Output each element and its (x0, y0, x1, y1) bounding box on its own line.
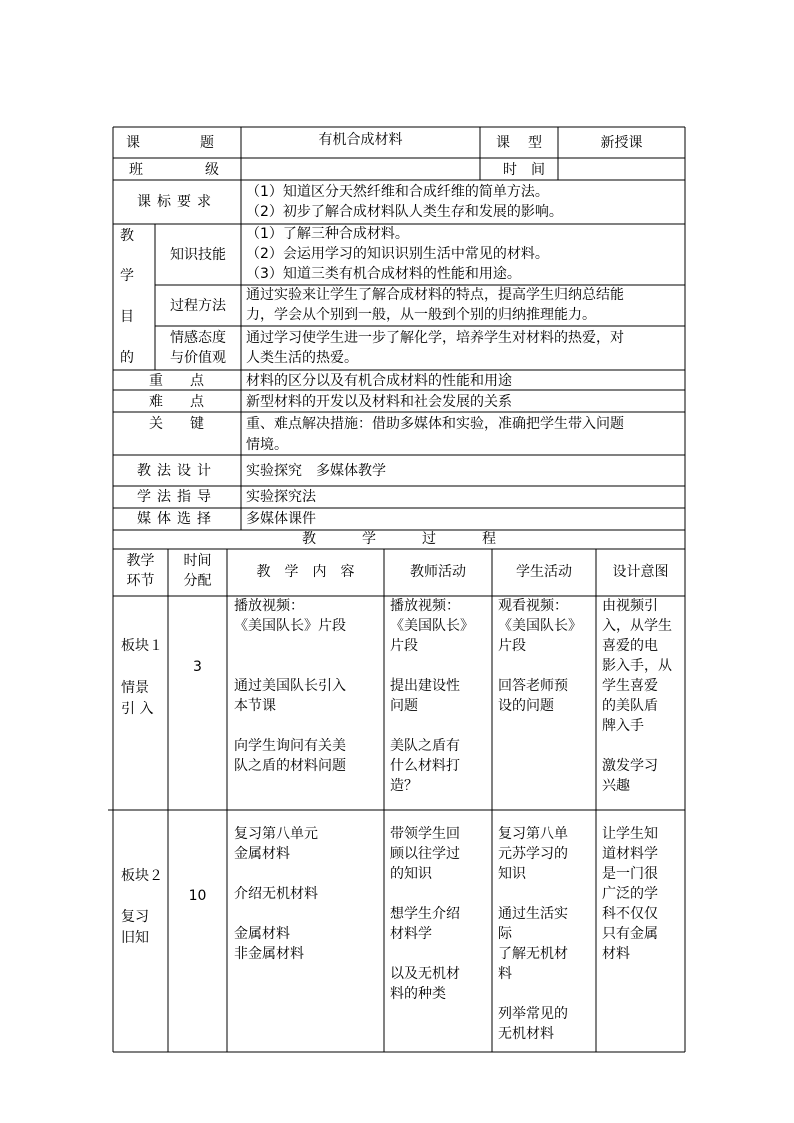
row1-student-line: 回答老师预 (498, 678, 568, 694)
key-line-1: 重、难点解决措施：借助多媒体和实验，准确把学生带入问题 (246, 416, 624, 432)
row1-intent-line: 影入手，从 (602, 658, 672, 674)
standards-label: 课标要求 (137, 194, 217, 210)
key-points-value: 材料的区分以及有机合成材料的性能和用途 (246, 373, 512, 389)
time-label-char: 间 (531, 162, 545, 178)
row2-content (234, 824, 380, 964)
learning-method-label: 学法指导 (137, 489, 217, 505)
row1-teacher-line: 美队之盾有 (390, 738, 460, 754)
row2-teacher-line: 料的种类 (390, 986, 446, 1002)
course-type-label-char: 型 (528, 135, 542, 151)
row1-teacher-line: 播放视频： (390, 598, 460, 614)
row1-intent-line: 牌入手 (602, 718, 644, 734)
row1-content-line (234, 716, 380, 736)
learning-method-value: 实验探究法 (246, 489, 316, 505)
row1-teacher-line: 什么材料打 (390, 758, 460, 774)
row1-student-line: 观看视频： (498, 598, 568, 614)
row1-content-line: 队之盾的材料问题 (234, 758, 346, 774)
knowledge-line: （3）知道三类有机合成材料的性能和用途。 (246, 266, 521, 282)
process-method-line: 通过实验来让学生了解合成材料的特点，提高学生归纳总结能 (246, 287, 624, 303)
row2-stage-line: 旧知 (121, 930, 149, 946)
key-label-char: 键 (190, 416, 204, 432)
key-label (149, 414, 204, 434)
row2-teacher-line: 材料学 (390, 926, 432, 942)
row1-intent-line: 激发学习 (602, 758, 658, 774)
row2-intent-line: 科不仅仅 (602, 906, 658, 922)
header-content: 教学内容 (256, 564, 369, 580)
row1-teacher-line: 《美国队长》 (390, 618, 474, 634)
row1-content-line: 通过美国队长引入 (234, 678, 346, 694)
row1-content-line: 《美国队长》片段 (234, 618, 346, 634)
row2-content-line: 非金属材料 (234, 946, 304, 962)
class-label-char: 级 (205, 162, 219, 178)
knowledge-line: （1）了解三种合成材料。 (246, 226, 409, 242)
header-time-line: 时间 (183, 553, 212, 569)
row1-intent-line (602, 736, 684, 756)
row1-intent-line: 入，从学生 (602, 618, 672, 634)
key-line-2: 情境。 (246, 437, 288, 453)
row1-student (498, 596, 594, 716)
row2-student-line: 复习第八单 (498, 826, 568, 842)
row2-student-line: 知识 (498, 866, 526, 882)
row2-student-line: 列举常见的 (498, 1006, 568, 1022)
row2-student-line: 了解无机材 (498, 946, 568, 962)
row1-content-line (234, 636, 380, 656)
row2-stage-line: 复习 (121, 909, 149, 925)
row1-intent-line: 兴趣 (602, 778, 630, 794)
difficult-points-label-char: 点 (190, 394, 204, 410)
row1-stage-line: 情景 (121, 680, 149, 696)
row2-teacher-line: 的知识 (390, 866, 432, 882)
header-stage-line: 环节 (126, 573, 155, 589)
knowledge-label: 知识技能 (170, 247, 226, 263)
row2-content-line: 介绍无机材料 (234, 886, 318, 902)
row1-content-line (234, 656, 380, 676)
row2-teacher-line: 顾以往学过 (390, 846, 460, 862)
course-type-value: 新授课 (600, 135, 643, 151)
row1-intent-line: 学生喜爱 (602, 678, 658, 694)
row2-intent (602, 824, 684, 964)
process-method-label: 过程方法 (170, 298, 226, 314)
row2-teacher (390, 824, 490, 1004)
row1-intent (602, 596, 684, 796)
attitude-line: 人类生活的热爱。 (246, 350, 358, 366)
row1-teacher-line: 造？ (390, 778, 418, 794)
row2-student-line (498, 984, 594, 1004)
objectives-label-char: 的 (120, 350, 134, 366)
row1-intent-line: 由视频引 (602, 598, 658, 614)
objectives-label-char: 教 (120, 228, 134, 244)
row2-content-line: 金属材料 (234, 846, 290, 862)
row1-teacher (390, 596, 490, 796)
media-value: 多媒体课件 (246, 511, 316, 527)
time-label-char: 时 (503, 162, 517, 178)
row1-content (234, 596, 380, 776)
course-type-label-char: 课 (496, 135, 510, 151)
row2-intent-line: 只有金属 (602, 926, 658, 942)
class-label (129, 160, 219, 180)
header-teacher: 教师活动 (410, 564, 466, 580)
row2-teacher-line: 想学生介绍 (390, 906, 460, 922)
row2-student-line: 通过生活实 (498, 906, 568, 922)
row1-teacher-line: 问题 (390, 698, 418, 714)
row1-time: 3 (193, 659, 202, 675)
header-intent: 设计意图 (612, 564, 669, 580)
row2-intent-line: 广泛的学 (602, 886, 658, 902)
course-type-label (496, 133, 542, 153)
row1-content-line: 本节课 (234, 698, 276, 714)
difficult-points-label-char: 难 (149, 394, 163, 410)
row1-teacher-line: 提出建设性 (390, 678, 460, 694)
row1-stage-line: 引 入 (121, 701, 154, 717)
row2-student-line: 元苏学习的 (498, 846, 568, 862)
row2-student-line: 际 (498, 926, 512, 942)
header-stage-line: 教学 (126, 553, 155, 569)
row1-student-line: 《美国队长》 (498, 618, 582, 634)
row2-student-line (498, 884, 594, 904)
difficult-points-label (149, 392, 204, 412)
class-label-char: 班 (129, 162, 143, 178)
objectives-label-char: 学 (120, 268, 134, 284)
row2-content-line: 金属材料 (234, 926, 290, 942)
process-title: 教学过程 (302, 531, 542, 547)
key-points-label-char: 重 (149, 373, 163, 389)
row2-intent-line: 材料 (602, 946, 630, 962)
row2-teacher-line: 以及无机材 (390, 966, 460, 982)
time-label (503, 160, 545, 180)
attitude-label-line: 情感态度 (170, 330, 226, 346)
knowledge-line: （2）会运用学习的知识识别生活中常见的材料。 (246, 246, 549, 262)
row1-student-line: 片段 (498, 638, 526, 654)
row2-content-line (234, 904, 380, 924)
row2-stage-line: 板块２ (121, 868, 163, 884)
header-student: 学生活动 (516, 564, 572, 580)
key-points-label-char: 点 (190, 373, 204, 389)
media-label: 媒体选择 (137, 511, 217, 527)
row2-content-line (234, 864, 380, 884)
header-time-line: 分配 (183, 573, 212, 589)
row1-intent-line: 喜爱的电 (602, 638, 658, 654)
key-label-char: 关 (149, 416, 163, 432)
row2-time: 10 (188, 888, 207, 904)
teaching-method-value: 实验探究 多媒体教学 (246, 463, 386, 479)
row1-content-line: 向学生询问有关美 (234, 738, 346, 754)
row2-teacher-line: 带领学生回 (390, 826, 460, 842)
course-label-char: 课 (126, 135, 140, 151)
row2-student-line: 无机材料 (498, 1026, 554, 1042)
row2-student (498, 824, 594, 1044)
row1-stage-line: 板块１ (121, 638, 163, 654)
key-points-label (149, 371, 204, 391)
row1-content-line: 播放视频： (234, 598, 304, 614)
objectives-label-char: 目 (120, 309, 134, 325)
standards-line-1: （1）知道区分天然纤维和合成纤维的简单方法。 (246, 184, 549, 200)
row2-student-line: 料 (498, 966, 512, 982)
course-label (126, 133, 214, 153)
row2-teacher-line (390, 944, 490, 964)
process-method-line: 力，学会从个别到一般，从一般到个别的归纳推理能力。 (246, 307, 596, 323)
row2-intent-line: 道材料学 (602, 846, 658, 862)
row1-student-line: 设的问题 (498, 698, 554, 714)
course-label-char: 题 (200, 135, 214, 151)
teaching-method-label: 教法设计 (137, 463, 217, 479)
row2-intent-line: 让学生知 (602, 826, 658, 842)
course-title: 有机合成材料 (318, 132, 403, 148)
row1-student-line (498, 656, 594, 676)
row2-intent-line: 是一门很 (602, 866, 658, 882)
standards-line-2: （2）初步了解合成材料队人类生存和发展的影响。 (246, 204, 563, 220)
row2-teacher-line (390, 884, 490, 904)
row1-teacher-line (390, 716, 490, 736)
difficult-points-value: 新型材料的开发以及材料和社会发展的关系 (246, 394, 512, 410)
row1-teacher-line (390, 656, 490, 676)
attitude-line: 通过学习使学生进一步了解化学，培养学生对材料的热爱，对 (246, 330, 624, 346)
row1-intent-line: 的美队盾 (602, 698, 658, 714)
row2-content-line: 复习第八单元 (234, 826, 318, 842)
row1-teacher-line: 片段 (390, 638, 418, 654)
attitude-label-line: 与价值观 (170, 350, 226, 366)
